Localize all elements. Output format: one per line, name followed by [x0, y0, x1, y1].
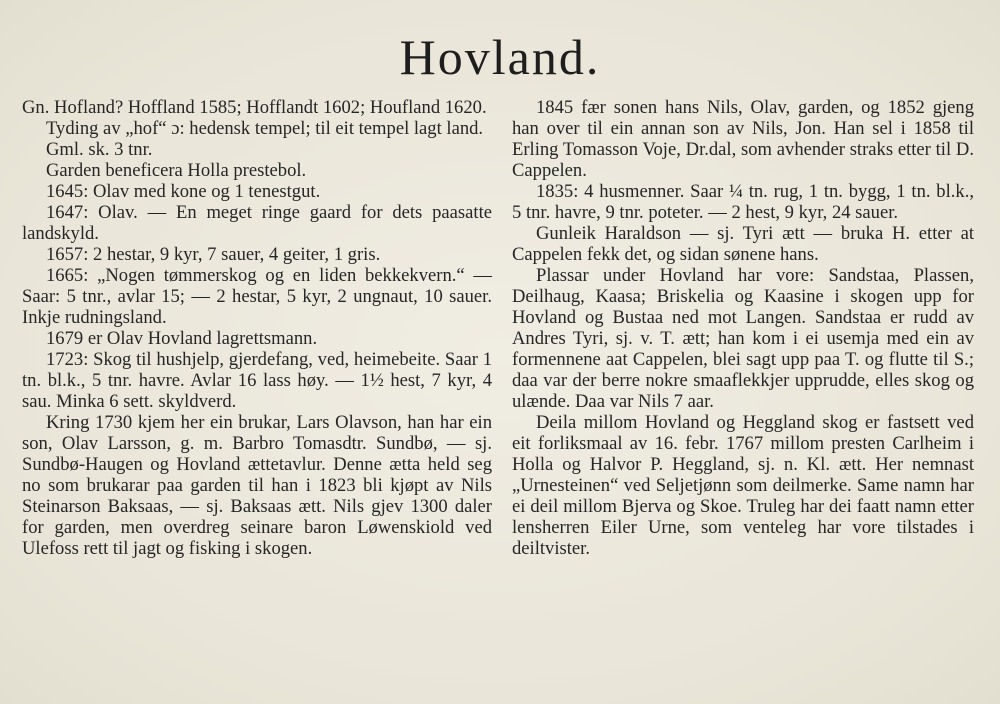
paragraph: Plassar under Hovland har vore: Sandstaa, Plassen, Deilhaug, Kaasa; Briskelia og Kaasine i skogen upp for Hovland og Bustaa ned mot Langen. Sandstaa er rudd av Andres Tyri, sj. v. T. ætt; han kom i ei usemja med ein av formennene aat Cappelen, blei sagt upp paa T. og flutte til S.; daa var der berre nokre smaaflekkjer upprudde, elles skog og ulænde. Daa var Nils 7 aar. — [512, 265, 974, 412]
paragraph: Tyding av „hof“ ɔ: hedensk tempel; til eit tempel lagt land. — [46, 118, 484, 139]
paragraph: 1645: Olav med kone og 1 tenestgut. — [46, 181, 321, 202]
paragraph: Gunleik Haraldson — sj. Tyri ætt — bruka H. etter at Cappelen fekk det, og sidan sønene hans. — [512, 223, 974, 265]
paragraph: 1665: „Nogen tømmerskog og en liden bekkekvern.“ — Saar: 5 tnr., avlar 15; — 2 hestar, 5 kyr, 2 ungnaut, 10 sauer. Inkje rudningsland. — [22, 265, 492, 328]
right-column — [512, 97, 974, 559]
paragraph: Garden beneficera Holla prestebol. — [46, 160, 307, 181]
left-column — [22, 97, 492, 559]
paragraph: Kring 1730 kjem her ein brukar, Lars Olavson, han har ein son, Olav Larsson, g. m. Barbro Tomasdtr. Sundbø, — sj. Sundbø-Haugen og Hovland ættetavlur. Denne ætta held seg no som brukarar paa garden til han i 1823 bli kjøpt av Nils Steinarson Baksaas, — sj. Baksaas ætt. Nils gjev 1300 daler for garden, men overdreg seinare baron Løwenskiold ved Ulefoss rett til jagt og fisking i skogen. — [22, 412, 492, 559]
paragraph: Gn. Hofland? Hoffland 1585; Hofflandt 1602; Houfland 1620. — [22, 97, 487, 118]
paragraph: 1723: Skog til hushjelp, gjerdefang, ved, heimebeite. Saar 1 tn. bl.k., 5 tnr. havre. Avlar 16 lass høy. — 1½ hest, 7 kyr, 4 sau. Minka 6 sett. skyldverd. — [22, 349, 492, 412]
paragraph: 1657: 2 hestar, 9 kyr, 7 sauer, 4 geiter, 1 gris. — [46, 244, 381, 265]
page-title: Hovland. — [399, 29, 601, 85]
paragraph: 1835: 4 husmenner. Saar ¼ tn. rug, 1 tn. bygg, 1 tn. bl.k., 5 tnr. havre, 9 tnr. poteter. — 2 hest, 9 kyr, 24 sauer. — [512, 181, 974, 223]
paragraph: 1647: Olav. — En meget ringe gaard for dets paasatte landskyld. — [22, 202, 492, 244]
paragraph: Gml. sk. 3 tnr. — [46, 139, 153, 160]
paragraph: 1845 fær sonen hans Nils, Olav, garden, og 1852 gjeng han over til ein annan son av Nils, Jon. Han sel i 1858 til Erling Tomasson Voje, Dr.dal, som avhender straks etter til D. Cappelen. — [512, 97, 974, 181]
paragraph: Deila millom Hovland og Heggland skog er fastsett ved eit forliksmaal av 16. febr. 1767 millom presten Carlheim i Holla og Halvor P. Heggland, sj. n. Kl. ætt. Her nemnast „Urnesteinen“ ved Seljetjønn som deilmerke. Same namn har ei deil millom Bjerva og Skoe. Truleg har dei faatt namn etter lensherren Eiler Urne, som venteleg har vore tilstades i deiltvister. — [512, 412, 974, 559]
paragraph: 1679 er Olav Hovland lagrettsmann. — [46, 328, 318, 349]
